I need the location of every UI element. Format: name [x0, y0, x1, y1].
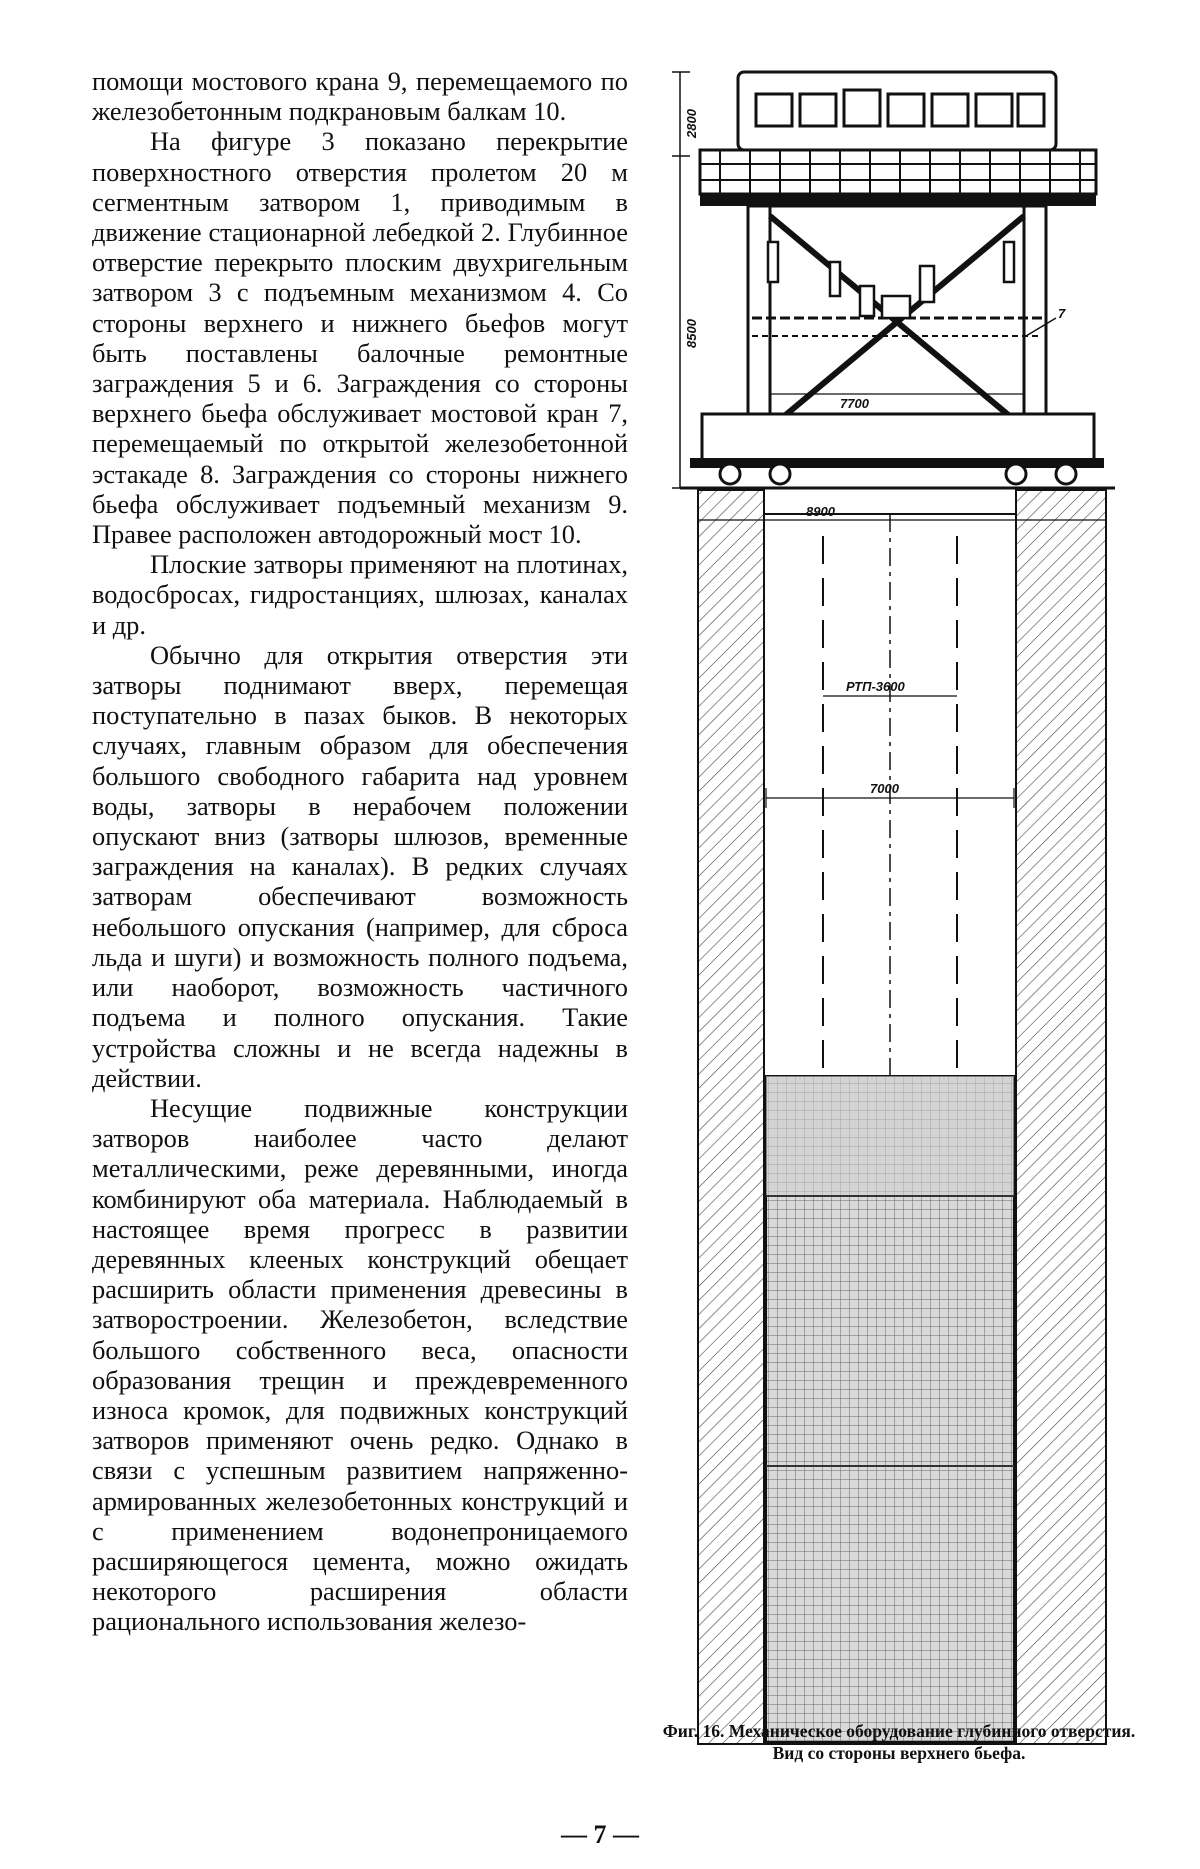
paragraph: Плоские затворы применяют на плотинах, водосбросах, гидростанциях, шлюзах, каналах и др. — [92, 549, 628, 640]
dim-slot-width: 8900 — [806, 504, 835, 519]
crane-base — [702, 414, 1094, 460]
paragraph: Несущие подвижные конструкции затворов наиболее часто делают металлическими, реже деревянными, иногда комбинируют оба материала. Наблюдаемый в настоящее время прогресс в развитии деревянных клееных конструкций обещает расширить области применения древесины в затворостроении. Железобетон, вследствие большого собственного веса, опасности образования трещин и преждевременного износа кромок, для подвижных конструкций затворов применяют очень редко. Однако в связи с успешным развитием напряженно-армированных железобетонных конструкций и с применением водонепроницаемого расширяющегося цемента, можно ожидать некоторого расширения области рационального использования железо- — [92, 1092, 628, 1637]
upper-deck — [700, 150, 1096, 194]
body-text — [92, 66, 628, 1637]
dim-gate-width: 7000 — [870, 781, 899, 796]
dim-top-height: 2800 — [684, 109, 699, 138]
paragraph: помощи мостового крана 9, перемещаемого по железобетонным подкрановым балкам 10. — [92, 66, 628, 127]
dim-frame-height: 8500 — [684, 319, 699, 348]
paragraph: Обычно для открытия отверстия эти затворы поднимают вверх, перемещая поступательно в пазах быков. В некоторых случаях, главным образом для обеспечения большого свободного габарита над уровнем воды, затворы в нерабочем положении опускают вниз (затворы шлюзов, временные заграждения на каналах). В редких случаях затворам обеспечивают возможность небольшого опускания (например, для сброса льда и шуги) и возможность полного подъема, или наоборот, возможность частичного подъема и полного опускания. Такие устройства сложны и не всегда надежны в действии. — [92, 639, 628, 1093]
dim-rtp: РТП-3600 — [846, 679, 905, 694]
right-wall-hatch — [1016, 490, 1106, 1744]
callout-7: 7 — [1058, 306, 1066, 321]
engineering-figure — [660, 66, 1130, 1746]
figure-caption: Фиг. 16. Механическое оборудование глубинного отверстия. Вид со стороны верхнего бьефа. — [662, 1721, 1136, 1763]
left-wall-hatch — [698, 490, 764, 1744]
paragraph: На фигуре 3 показано перекрытие поверхностного отверстия пролетом 20 м сегментным затвором 1, приводимым в движение стационарной лебедкой 2. Глубинное отверстие перекрыто плоским двухригельным затвором 3 с подъемным механизмом 4. Со стороны верхнего и нижнего бьефов могут быть поставлены балочные ремонтные заграждения 5 и 6. Заграждения со стороны верхнего бьефа обслуживает мостовой кран 7, перемещаемый по открытой железобетонной эстакаде 8. Заграждения со стороны нижнего бьефа обслуживает подъемный механизм 9. Правее расположен автодорожный мост 10. — [92, 126, 628, 550]
dim-inner-width: 7700 — [840, 396, 869, 411]
page-number: — 7 — — [561, 1820, 639, 1849]
